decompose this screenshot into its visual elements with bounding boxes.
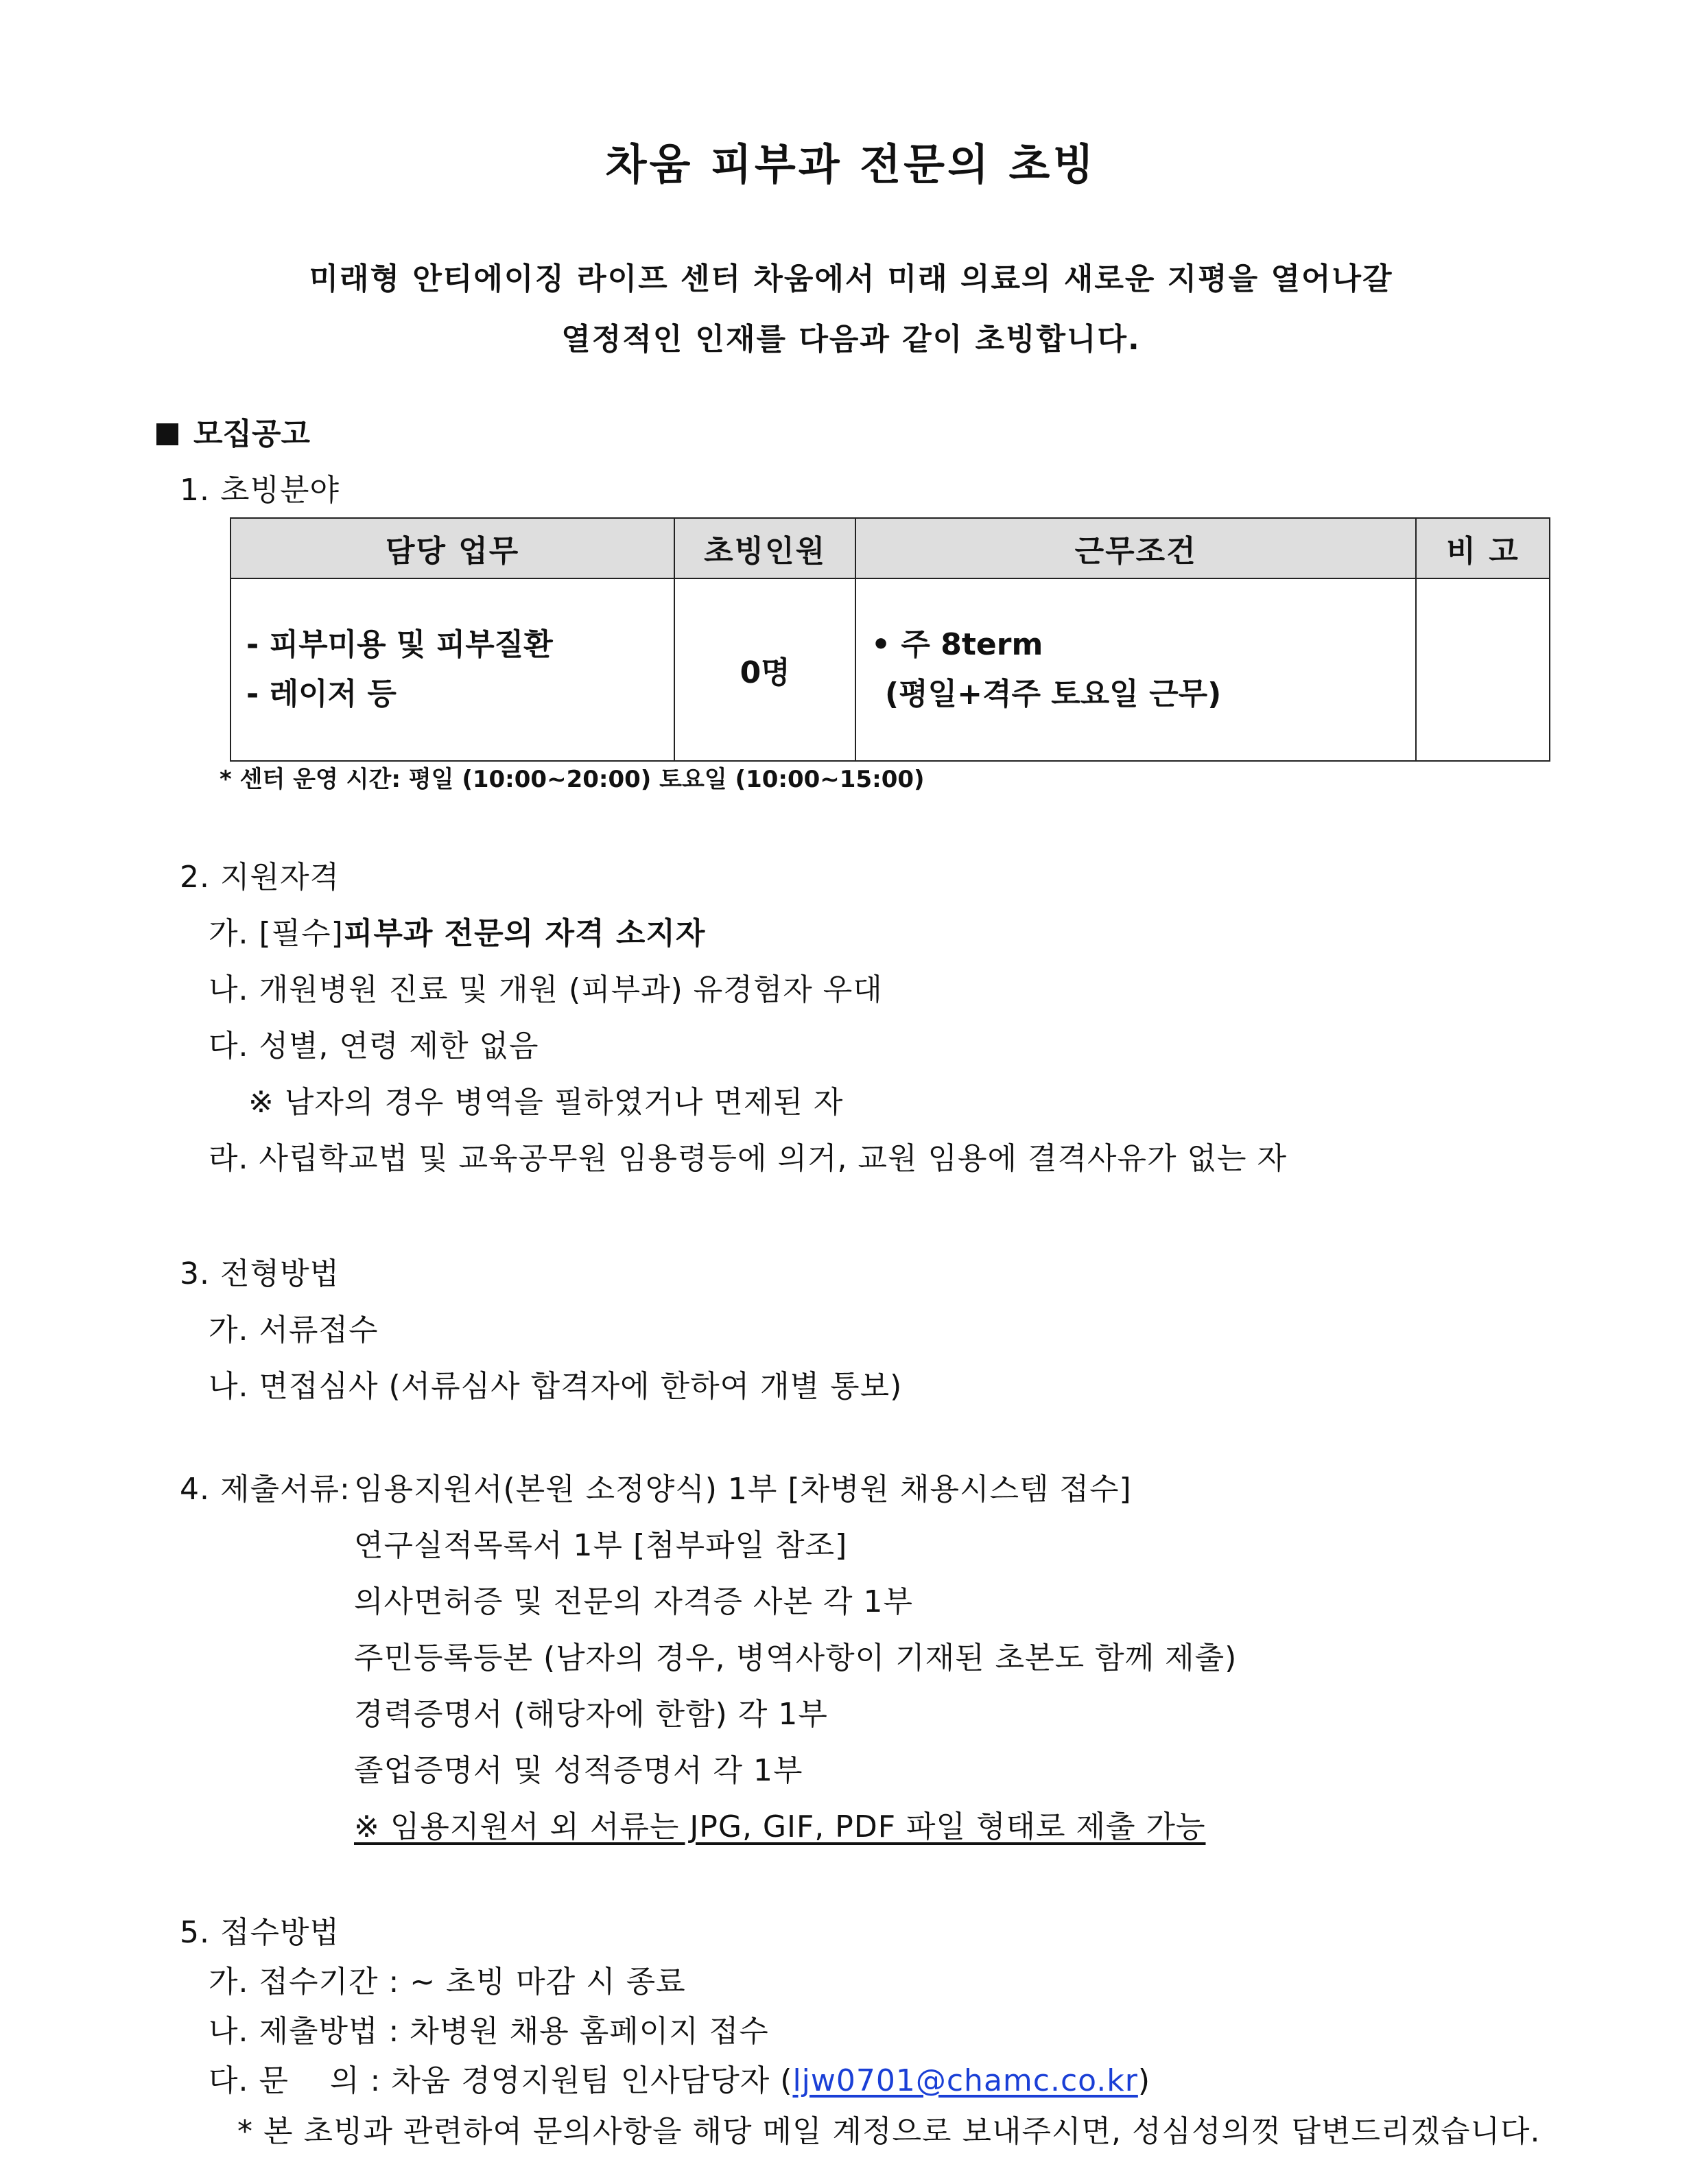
section-header-label: 모집공고 bbox=[193, 416, 311, 451]
black-square-icon bbox=[156, 423, 178, 445]
s3-item-a: 가. 서류접수 bbox=[209, 1313, 379, 1348]
s4-label: 4. 제출서류: bbox=[180, 1472, 351, 1507]
s4-doc-6: 졸업증명서 및 성적증명서 각 1부 bbox=[354, 1753, 803, 1788]
table-row bbox=[231, 578, 1550, 761]
s2-item-b: 나. 개원병원 진료 및 개원 (피부과) 유경험자 우대 bbox=[209, 972, 883, 1007]
intro-line-2: 열정적인 인재를 다음과 같이 초빙합니다. bbox=[561, 322, 1141, 357]
header-remark: 비 고 bbox=[1416, 518, 1550, 578]
count-cell: 0명 bbox=[674, 578, 855, 761]
page-title: 차움 피부과 전문의 초빙 bbox=[605, 139, 1097, 189]
s2-item-c: 다. 성별, 연령 제한 없음 bbox=[209, 1029, 539, 1064]
center-hours-note: * 센터 운영 시간: 평일 (10:00~20:00) 토요일 (10:00~15:00) bbox=[220, 766, 925, 793]
s3-item-b: 나. 면접심사 (서류심사 합격자에 한하여 개별 통보) bbox=[209, 1369, 903, 1404]
conditions-line-1: • 주 8term bbox=[871, 627, 1043, 662]
s4-doc-1: 임용지원서(본원 소정양식) 1부 [차병원 채용시스템 접수] bbox=[354, 1472, 1132, 1507]
conditions-cell bbox=[855, 578, 1416, 761]
s3-heading: 3. 전형방법 bbox=[180, 1256, 340, 1291]
section-header bbox=[156, 409, 310, 453]
s4-doc-5: 경력증명서 (해당자에 한함) 각 1부 bbox=[354, 1697, 828, 1732]
table-header-row bbox=[231, 518, 1550, 578]
s2-heading: 2. 지원자격 bbox=[180, 860, 340, 895]
s5-footer-note: * 본 초빙과 관련하여 문의사항을 해당 메일 계정으로 보내주시면, 성심성의껏 답변드리겠습니다. bbox=[237, 2114, 1541, 2149]
s4-doc-3: 의사면허증 및 전문의 자격증 사본 각 1부 bbox=[354, 1584, 913, 1619]
s2-item-a bbox=[209, 908, 705, 952]
s4-doc-2: 연구실적목록서 1부 [첨부파일 참조] bbox=[354, 1528, 848, 1563]
duty-line-2: - 레이저 등 bbox=[246, 677, 397, 712]
header-conditions: 근무조건 bbox=[855, 518, 1416, 578]
header-count: 초빙인원 bbox=[674, 518, 855, 578]
s2-item-c-note: ※ 남자의 경우 병역을 필하였거나 면제된 자 bbox=[248, 1085, 844, 1120]
s2-item-d: 라. 사립학교법 및 교육공무원 임용령등에 의거, 교원 임용에 결격사유가 없는 자 bbox=[209, 1141, 1287, 1176]
s2-item-a-bold: 피부과 전문의 자격 소지자 bbox=[343, 916, 706, 951]
duty-cell bbox=[231, 578, 674, 761]
remark-cell bbox=[1416, 578, 1550, 761]
duty-line-1: - 피부미용 및 피부질환 bbox=[246, 627, 553, 662]
intro-line-1: 미래형 안티에이징 라이프 센터 차움에서 미래 의료의 새로운 지평을 열어나갈 bbox=[309, 261, 1393, 296]
s5-item-c bbox=[209, 2056, 1150, 2100]
s4-doc-4: 주민등록등본 (남자의 경우, 병역사항이 기재된 초본도 함께 제출) bbox=[354, 1641, 1238, 1676]
s4-file-format-note: ※ 임용지원서 외 서류는 JPG, GIF, PDF 파일 형태로 제출 가능 bbox=[354, 1809, 1206, 1844]
s5-item-a: 가. 접수기간 : ~ 초빙 마감 시 종료 bbox=[209, 1964, 686, 1999]
conditions-line-2: (평일+격주 토요일 근무) bbox=[884, 677, 1222, 712]
s5-item-c-prefix: 다. 문 의 : 차움 경영지원팀 인사담당자 ( bbox=[209, 2063, 793, 2098]
s5-item-b: 나. 제출방법 : 차병원 채용 홈페이지 접수 bbox=[209, 2014, 769, 2049]
s2-item-a-prefix: 가. [필수] bbox=[209, 916, 344, 951]
header-duty: 담당 업무 bbox=[231, 518, 674, 578]
s5-heading: 5. 접수방법 bbox=[180, 1915, 340, 1950]
s1-heading: 1. 초빙분야 bbox=[180, 473, 340, 508]
contact-email-link[interactable]: ljw0701@chamc.co.kr bbox=[792, 2063, 1138, 2098]
recruit-table bbox=[230, 517, 1550, 762]
s5-item-c-suffix: ) bbox=[1137, 2063, 1151, 2098]
